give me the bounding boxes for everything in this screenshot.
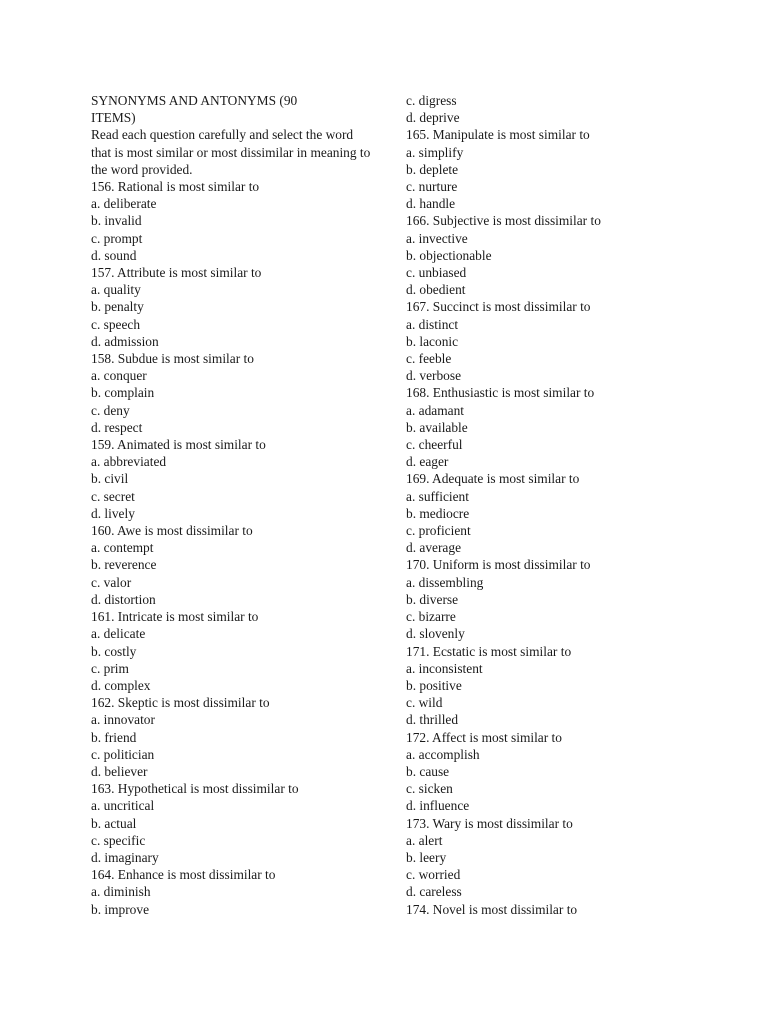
- question-line: 166. Subjective is most dissimilar to: [406, 213, 601, 229]
- question-line: 158. Subdue is most similar to: [91, 351, 254, 367]
- option-line: d. admission: [91, 333, 159, 349]
- option-line: a. quality: [91, 282, 141, 298]
- option-line: c. prim: [91, 660, 129, 676]
- option-line: d. complex: [91, 677, 151, 693]
- question-line: 167. Succinct is most dissimilar to: [406, 299, 591, 315]
- question-line: 168. Enthusiastic is most similar to: [406, 385, 595, 401]
- option-line: b. cause: [406, 763, 450, 779]
- question-line: 161. Intricate is most similar to: [91, 609, 259, 625]
- option-line: d. verbose: [406, 368, 462, 384]
- option-line: a. conquer: [91, 368, 147, 384]
- question-line: 170. Uniform is most dissimilar to: [406, 557, 591, 573]
- option-line: b. invalid: [91, 213, 142, 229]
- option-line: c. valor: [91, 574, 132, 590]
- option-line: c. cheerful: [406, 437, 463, 453]
- option-line: b. friend: [91, 729, 137, 745]
- option-line: b. available: [406, 419, 468, 435]
- option-line: d. obedient: [406, 282, 466, 298]
- option-line: d. eager: [406, 454, 449, 470]
- option-line: b. laconic: [406, 333, 459, 349]
- option-line: a. diminish: [91, 884, 151, 900]
- document-intro: Read each question carefully and select the word that is most similar or most dissimilar in meaning to the word provided.: [91, 127, 371, 177]
- question-line: 163. Hypothetical is most dissimilar to: [91, 781, 299, 797]
- option-line: d. slovenly: [406, 626, 465, 642]
- question-line: 159. Animated is most similar to: [91, 437, 266, 453]
- option-line: a. deliberate: [91, 196, 157, 212]
- option-line: c. feeble: [406, 351, 452, 367]
- option-line: b. improve: [91, 901, 150, 917]
- option-line: d. imaginary: [91, 849, 159, 865]
- option-line: a. innovator: [91, 712, 155, 728]
- option-line: b. reverence: [91, 557, 157, 573]
- option-line: c. prompt: [91, 230, 143, 246]
- option-line: a. inconsistent: [406, 660, 483, 676]
- question-line: 173. Wary is most dissimilar to: [406, 815, 573, 831]
- document-title: SYNONYMS AND ANTONYMS (90 ITEMS): [91, 93, 298, 126]
- option-line: b. mediocre: [406, 505, 470, 521]
- question-line: 165. Manipulate is most similar to: [406, 127, 590, 143]
- option-line: c. unbiased: [406, 265, 467, 281]
- left-column: [91, 92, 371, 918]
- option-line: a. uncritical: [91, 798, 155, 814]
- question-line: 172. Affect is most similar to: [406, 729, 562, 745]
- option-line: a. delicate: [91, 626, 146, 642]
- question-line: 171. Ecstatic is most similar to: [406, 643, 572, 659]
- option-line: a. abbreviated: [91, 454, 167, 470]
- option-line: b. objectionable: [406, 247, 492, 263]
- option-line: b. actual: [91, 815, 137, 831]
- option-line: d. thrilled: [406, 712, 459, 728]
- option-line: a. distinct: [406, 316, 459, 332]
- option-line: c. politician: [91, 746, 155, 762]
- right-column: [406, 92, 706, 918]
- option-line: d. distortion: [91, 591, 156, 607]
- left-question-list: [91, 178, 371, 918]
- option-line: b. deplete: [406, 161, 459, 177]
- question-line: 160. Awe is most dissimilar to: [91, 523, 253, 539]
- option-line: a. sufficient: [406, 488, 469, 504]
- option-line: c. bizarre: [406, 609, 456, 625]
- question-line: 156. Rational is most similar to: [91, 179, 260, 195]
- option-line: d. careless: [406, 884, 462, 900]
- option-line: c. secret: [91, 488, 135, 504]
- question-line: 164. Enhance is most dissimilar to: [91, 867, 276, 883]
- question-line: 174. Novel is most dissimilar to: [406, 901, 578, 917]
- option-line: c. specific: [91, 832, 146, 848]
- option-line: c. speech: [91, 316, 141, 332]
- option-line: d. handle: [406, 196, 456, 212]
- option-line: a. dissembling: [406, 574, 484, 590]
- option-line: d. believer: [91, 763, 148, 779]
- option-line: b. civil: [91, 471, 129, 487]
- option-line: c. deny: [91, 402, 130, 418]
- option-line: c. nurture: [406, 179, 458, 195]
- option-line: b. penalty: [91, 299, 144, 315]
- question-line: 157. Attribute is most similar to: [91, 265, 262, 281]
- question-line: 162. Skeptic is most dissimilar to: [91, 695, 270, 711]
- option-line: c. sicken: [406, 781, 453, 797]
- option-line: a. alert: [406, 832, 443, 848]
- option-line: d. deprive: [406, 110, 460, 126]
- option-line: b. positive: [406, 677, 462, 693]
- question-line: 169. Adequate is most similar to: [406, 471, 580, 487]
- option-line: a. invective: [406, 230, 468, 246]
- option-line: d. average: [406, 540, 462, 556]
- option-line: d. lively: [91, 505, 135, 521]
- option-line: c. proficient: [406, 523, 471, 539]
- option-line: b. diverse: [406, 591, 459, 607]
- option-line: d. respect: [91, 419, 143, 435]
- option-line: c. wild: [406, 695, 443, 711]
- option-line: a. adamant: [406, 402, 464, 418]
- option-line: a. simplify: [406, 144, 464, 160]
- option-line: d. influence: [406, 798, 470, 814]
- option-line: b. costly: [91, 643, 137, 659]
- option-line: c. digress: [406, 93, 457, 108]
- option-line: b. complain: [91, 385, 155, 401]
- option-line: b. leery: [406, 849, 447, 865]
- right-question-list: [406, 92, 706, 918]
- option-line: c. worried: [406, 867, 461, 883]
- option-line: a. accomplish: [406, 746, 480, 762]
- option-line: a. contempt: [91, 540, 154, 556]
- option-line: d. sound: [91, 247, 137, 263]
